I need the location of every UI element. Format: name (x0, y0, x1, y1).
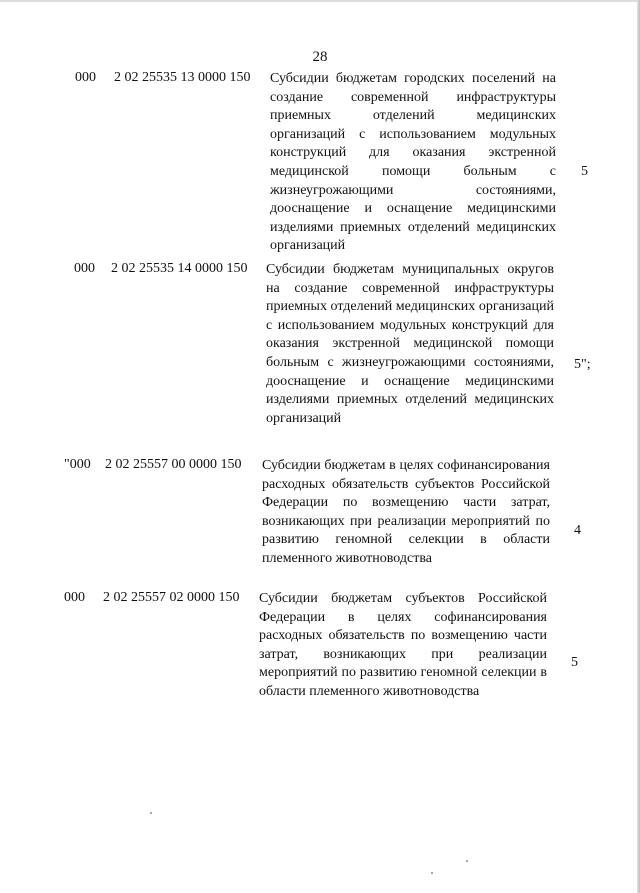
row-description: Субсидии бюджетам в целях софинансирования расходных обязательств субъектов Российской Федерации по возмещению части затрат, возникающих при реализации мероприятий по развитию геномной селекции в области племенного животноводства (262, 458, 550, 566)
norm-value: 4 (574, 523, 581, 538)
norm-value: 5 (571, 655, 578, 670)
budget-code: 2 02 25535 13 0000 150 (114, 70, 251, 85)
scan-speck (466, 860, 468, 862)
admin-code: "000 (64, 457, 91, 472)
norm-value: 5 (581, 164, 588, 179)
admin-code: 000 (75, 70, 96, 85)
scan-speck (431, 872, 433, 874)
row-description: Субсидии бюджетам муниципальных округов на создание современной инфраструктуры приемных отделений медицинских организаций с использованием модульных конструкций для оказания экстренной медицинской помощи больным с жизнеугрожающими состояниями, дооснащение и оснащение медицинскими изделиями приемных отделений медицинских организаций (266, 262, 554, 426)
row-description: Субсидии бюджетам субъектов Российской Федерации в целях софинансирования расходных обязательств по возмещению части затрат, возникающих при реализации мероприятий по развитию геномной селекции в области племенного животноводства (259, 591, 547, 699)
scan-speck (150, 812, 152, 814)
budget-code: 2 02 25557 00 0000 150 (105, 457, 242, 472)
norm-value: 5"; (574, 357, 591, 372)
scan-edge-top (0, 0, 640, 2)
row-description: Субсидии бюджетам городских поселений на создание современной инфраструктуры приемных отделений медицинских организаций с использованием модульных конструкций для оказания экстренной медицинской помощи больным с жизнеугрожающими состояниями, дооснащение и оснащение медицинскими изделиями приемных отделений медицинских организаций (270, 71, 556, 254)
page-number: 28 (312, 49, 328, 65)
budget-code: 2 02 25535 14 0000 150 (111, 261, 248, 276)
budget-code: 2 02 25557 02 0000 150 (103, 590, 240, 605)
admin-code: 000 (64, 590, 85, 605)
admin-code: 000 (74, 261, 95, 276)
